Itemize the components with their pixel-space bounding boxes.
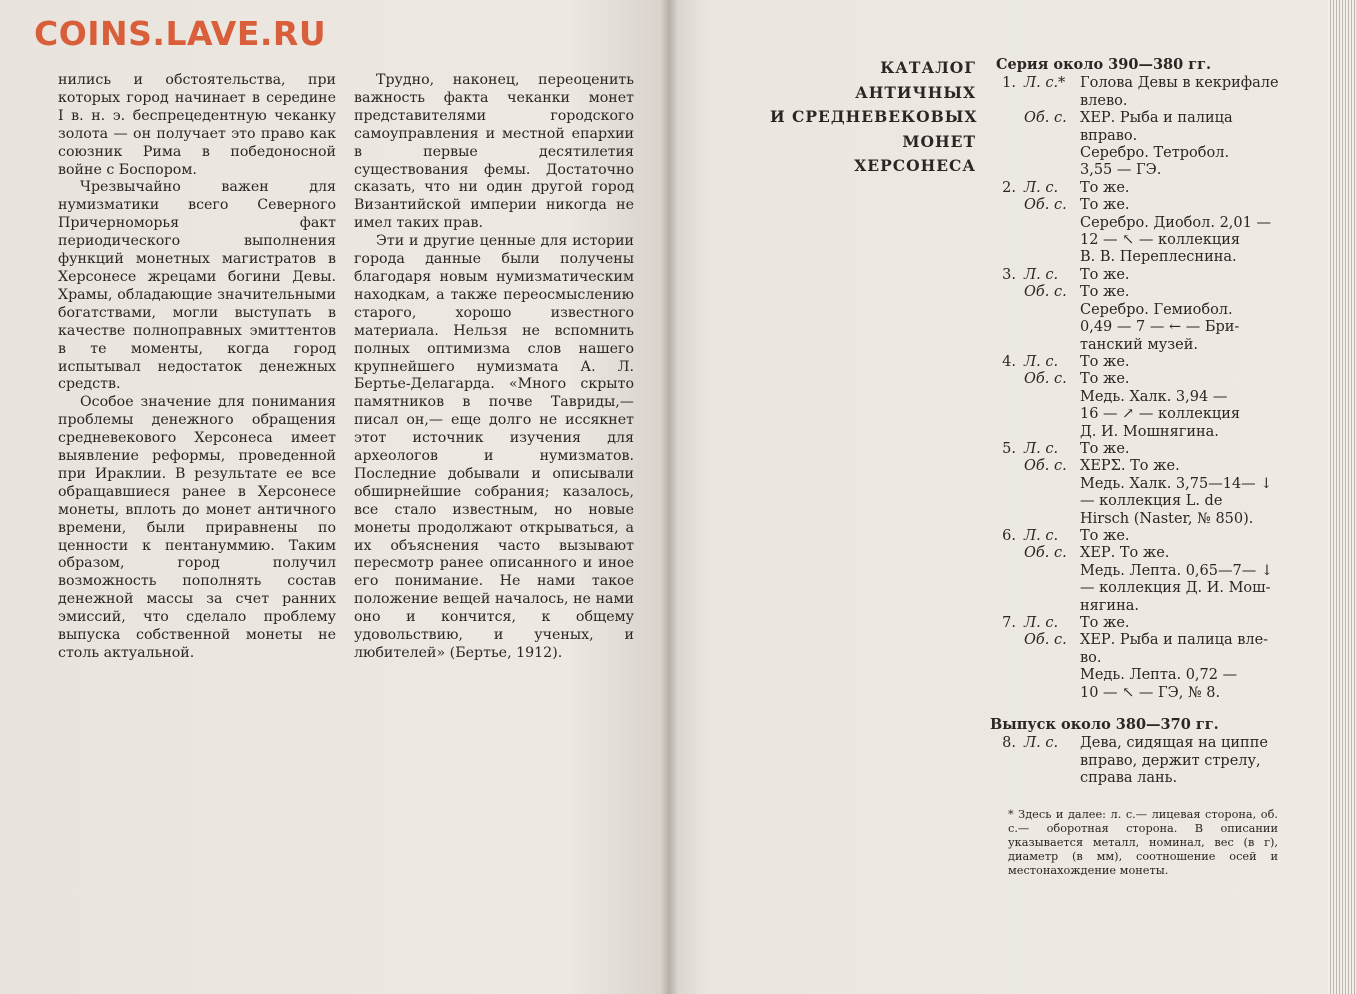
side-label: Об. с. <box>1024 371 1067 388</box>
entry-line: ХЕР. То же. <box>1080 545 1170 562</box>
footnote: * Здесь и далее: л. с.— лицевая сторона, об. с.— оборотная сторона. В описании указывается металл, номинал, вес (в г), диаметр (в мм), соотношение осей и местонахождение монеты. <box>1008 807 1278 878</box>
side-label: Л. с. <box>1024 266 1059 283</box>
entry-number: 8. <box>1002 735 1016 752</box>
entry-line: То же. <box>1080 440 1130 457</box>
side-label <box>1020 667 1080 702</box>
side-label: Л. с. <box>1024 527 1059 544</box>
side-label: Л. с. <box>1024 615 1059 631</box>
side-label: Об. с. <box>1024 545 1067 562</box>
side-label <box>1020 563 1080 615</box>
book-gutter <box>660 0 678 994</box>
entry-line: То же. <box>1080 179 1130 196</box>
side-label: Об. с. <box>1024 110 1067 127</box>
catalog-entry-row <box>990 284 1290 301</box>
paragraph: Трудно, наконец, переоценить важность факта чеканки монет представителями городского самоуправления и местной епархии в первые десятилетия существования фемы. Достаточно сказать, что ни один другой город Византийской империи никогда не имел таких прав. <box>354 72 634 232</box>
entry-line: Дева, сидящая на циппе <box>1080 735 1268 752</box>
catalog-entry-row <box>990 371 1290 388</box>
paragraph: Особое значение для понимания проблемы денежного обращения средневекового Херсонеса имеет выявление реформы, проведенной при Ираклии. В результате ее все обращавшиеся ранее в Херсонесе монеты, вплоть до монет античного времени, были приравнены по ценности к пентануммию. Таким образом, город получил возможность пополнять состав денежной массы за счет ранних эмиссий, что сделало проблему выпуска собственной монеты не столь актуальной. <box>58 394 336 661</box>
entry-number <box>990 145 1020 180</box>
side-label: Об. с. <box>1024 284 1067 301</box>
entry-description <box>1080 476 1290 528</box>
entry-description <box>1080 667 1290 702</box>
entry-description <box>1080 371 1290 388</box>
title-line: И СРЕДНЕВЕКОВЫХ <box>770 107 978 126</box>
side-label <box>1020 389 1080 441</box>
catalog-entry-row <box>990 476 1290 528</box>
catalog-entry-row <box>990 354 1290 371</box>
entry-line: Hirsch (Naster, № 850). <box>1080 510 1254 527</box>
entry-line: ХЕР. Рыба и палица вле- <box>1080 632 1269 649</box>
entry-description <box>1080 563 1290 615</box>
entry-number <box>990 371 1020 388</box>
entry-number <box>990 667 1020 702</box>
entry-description <box>1080 197 1290 214</box>
entry-description <box>1080 110 1290 145</box>
entry-line: Серебро. Гемиобол. <box>1080 301 1233 318</box>
catalog-entry-row <box>990 197 1290 214</box>
entry-description <box>1080 284 1290 301</box>
entry-line: — коллекция Д. И. Мош- <box>1080 580 1271 597</box>
entry-line: Медь. Халк. 3,75—14— ↓ <box>1080 475 1273 492</box>
entry-description <box>1080 735 1290 787</box>
entry-number <box>990 389 1020 441</box>
side-label: Л. с. <box>1024 440 1059 457</box>
entry-line: Медь. Лепта. 0,65—7— ↓ <box>1080 562 1273 579</box>
catalog-list <box>990 56 1290 879</box>
entry-line: 16 — ↗ — коллекция <box>1080 406 1241 423</box>
catalog-entry-row <box>990 180 1290 197</box>
entry-number: 7. <box>1002 615 1016 631</box>
catalog-entry-row <box>990 389 1290 441</box>
title-line: АНТИЧНЫХ <box>855 82 976 102</box>
left-text-column-1 <box>58 72 336 663</box>
entry-line: Серебро. Диобол. 2,01 — <box>1080 214 1271 231</box>
entry-description <box>1080 458 1290 475</box>
catalog-entry-row <box>990 563 1290 615</box>
paragraph: Эти и другие ценные для истории города данные были получены благодаря новым нумизматическим находкам, а также переосмыслению старого, хорошо известного материала. Нельзя не вспомнить полных оптимизма слов нашего крупнейшего нумизмата А. Л. Бертье-Делагарда. «Много скрыто памятников в почве Тавриды,— писал он,— еще долго не иссякнет этот источник изучения для археологов и нумизматов. Последние добывали и описывали обширнейшие собрания; казалось, все стало известным, но новые монеты продолжают открываться, а их объяснения часто вызывают пересмотр ранее описанного и иное его понимание. Не нами такое положение вещей началось, не нами оно и кончится, к общему удовольствию, и ученых, и любителей» (Бертье, 1912). <box>354 233 634 661</box>
entry-number <box>990 215 1020 267</box>
left-text-column-2 <box>354 72 634 663</box>
watermark: COINS.LAVE.RU <box>34 14 327 53</box>
side-label: Об. с. <box>1024 458 1067 475</box>
catalog-entry-row <box>990 667 1290 702</box>
entry-description <box>1080 528 1290 545</box>
catalog-entry-row <box>990 441 1290 458</box>
catalog-entry-row <box>990 267 1290 284</box>
entry-line: То же. <box>1080 353 1130 370</box>
entry-line: Медь. Халк. 3,94 — <box>1080 388 1228 405</box>
entry-number <box>990 632 1020 667</box>
catalog-entry-row <box>990 302 1290 354</box>
side-label: Л. с.* <box>1024 75 1066 92</box>
entry-number <box>990 284 1020 301</box>
series-heading: Серия около 390—380 гг. <box>996 56 1212 73</box>
side-label: Об. с. <box>1024 197 1067 214</box>
entry-line: То же. <box>1080 266 1130 283</box>
entry-number: 5. <box>1002 440 1016 457</box>
entry-line: То же. <box>1080 371 1130 388</box>
catalog-entry-row <box>990 615 1290 632</box>
entry-line: нягина. <box>1080 597 1139 614</box>
catalog-entries <box>990 75 1290 702</box>
catalog-entry-row <box>990 545 1290 562</box>
entry-line: ХЕРΣ. То же. <box>1080 458 1180 475</box>
side-label: Л. с. <box>1024 179 1059 196</box>
entry-line: 0,49 — 7 — ← — Бри- <box>1080 319 1240 336</box>
catalog-entry-row <box>990 632 1290 667</box>
catalog-entry-row <box>990 145 1290 180</box>
entry-line: вправо, держит стрелу, <box>1080 752 1261 769</box>
catalog-entry-row <box>990 528 1290 545</box>
entry-line: влево. <box>1080 92 1128 109</box>
entry-line: Серебро. Тетробол. <box>1080 145 1230 162</box>
entry-description <box>1080 145 1290 180</box>
entry-line: Медь. Лепта. 0,72 — <box>1080 667 1238 684</box>
entry-number <box>990 476 1020 528</box>
entry-number <box>990 545 1020 562</box>
entry-number <box>990 110 1020 145</box>
entry-line: То же. <box>1080 197 1130 214</box>
entry-line: 3,55 — ГЭ. <box>1080 162 1162 179</box>
catalog-entry-row <box>990 458 1290 475</box>
entry-number: 1. <box>1002 75 1016 92</box>
entry-line: В. В. Переплеснина. <box>1080 249 1237 266</box>
side-label <box>1020 215 1080 267</box>
entry-number <box>990 458 1020 475</box>
entry-line: То же. <box>1080 527 1130 544</box>
entry-line: — коллекция L. de <box>1080 493 1223 510</box>
entry-description <box>1080 441 1290 458</box>
entry-number: 6. <box>1002 527 1016 544</box>
entry-number: 4. <box>1002 353 1016 370</box>
entry-line: Голова Девы в кекрифале <box>1080 75 1279 92</box>
entry-number: 3. <box>1002 266 1016 283</box>
entry-line: во. <box>1080 649 1102 666</box>
entry-line: ХЕР. Рыба и палица <box>1080 110 1233 127</box>
side-label <box>1020 302 1080 354</box>
entry-number: 2. <box>1002 179 1016 196</box>
paragraph: Чрезвычайно важен для нумизматики всего Северного Причерноморья факт периодического выполнения функций монетных магистратов в Херсонесе жрецами богини Девы. Храмы, обладающие значительными богатствами, могли выступать в качестве полноправных эмиттентов в те моменты, когда город испытывал недостаток денежных средств. <box>58 179 336 393</box>
entry-description <box>1080 354 1290 371</box>
entry-line: справа лань. <box>1080 770 1178 787</box>
entry-description <box>1080 180 1290 197</box>
entry-number <box>990 197 1020 214</box>
entry-line: То же. <box>1080 284 1130 301</box>
side-label: Л. с. <box>1024 353 1059 370</box>
entry-description <box>1080 389 1290 441</box>
entry-line: Д. И. Мошнягина. <box>1080 423 1219 440</box>
entry-description <box>1080 267 1290 284</box>
entry-description <box>1080 632 1290 667</box>
side-label: Л. с. <box>1024 735 1059 752</box>
entry-description <box>1080 215 1290 267</box>
side-label: Об. с. <box>1024 632 1067 649</box>
title-line: МОНЕТ <box>902 131 976 151</box>
page-edges <box>1328 0 1356 994</box>
entry-description <box>1080 75 1290 110</box>
entry-line: танский музей. <box>1080 336 1199 353</box>
catalog-title <box>770 56 976 179</box>
title-line: ХЕРСОНЕСА <box>854 156 976 175</box>
issue-heading: Выпуск около 380—370 гг. <box>990 716 1219 734</box>
entry-line: То же. <box>1080 615 1130 631</box>
catalog-entry <box>990 735 1290 787</box>
title-line: КАТАЛОГ <box>880 58 976 77</box>
entry-line: вправо. <box>1080 127 1138 144</box>
entry-line: 10 — ↖ — ГЭ, № 8. <box>1080 684 1221 701</box>
catalog-entry-row <box>990 215 1290 267</box>
catalog-entry-row <box>990 75 1290 110</box>
side-label <box>1020 145 1080 180</box>
entry-number <box>990 563 1020 615</box>
paragraph: нились и обстоятельства, при которых город начинает в середине I в. н. э. беспрецедентную чеканку золота — он получает это право как союзник Рима в победоносной войне с Боспором. <box>58 72 336 178</box>
entry-number <box>990 302 1020 354</box>
catalog-entry-row <box>990 110 1290 145</box>
entry-description <box>1080 545 1290 562</box>
entry-line: 12 — ↖ — коллекция <box>1080 232 1241 249</box>
entry-description <box>1080 615 1290 632</box>
side-label <box>1020 476 1080 528</box>
entry-description <box>1080 302 1290 354</box>
